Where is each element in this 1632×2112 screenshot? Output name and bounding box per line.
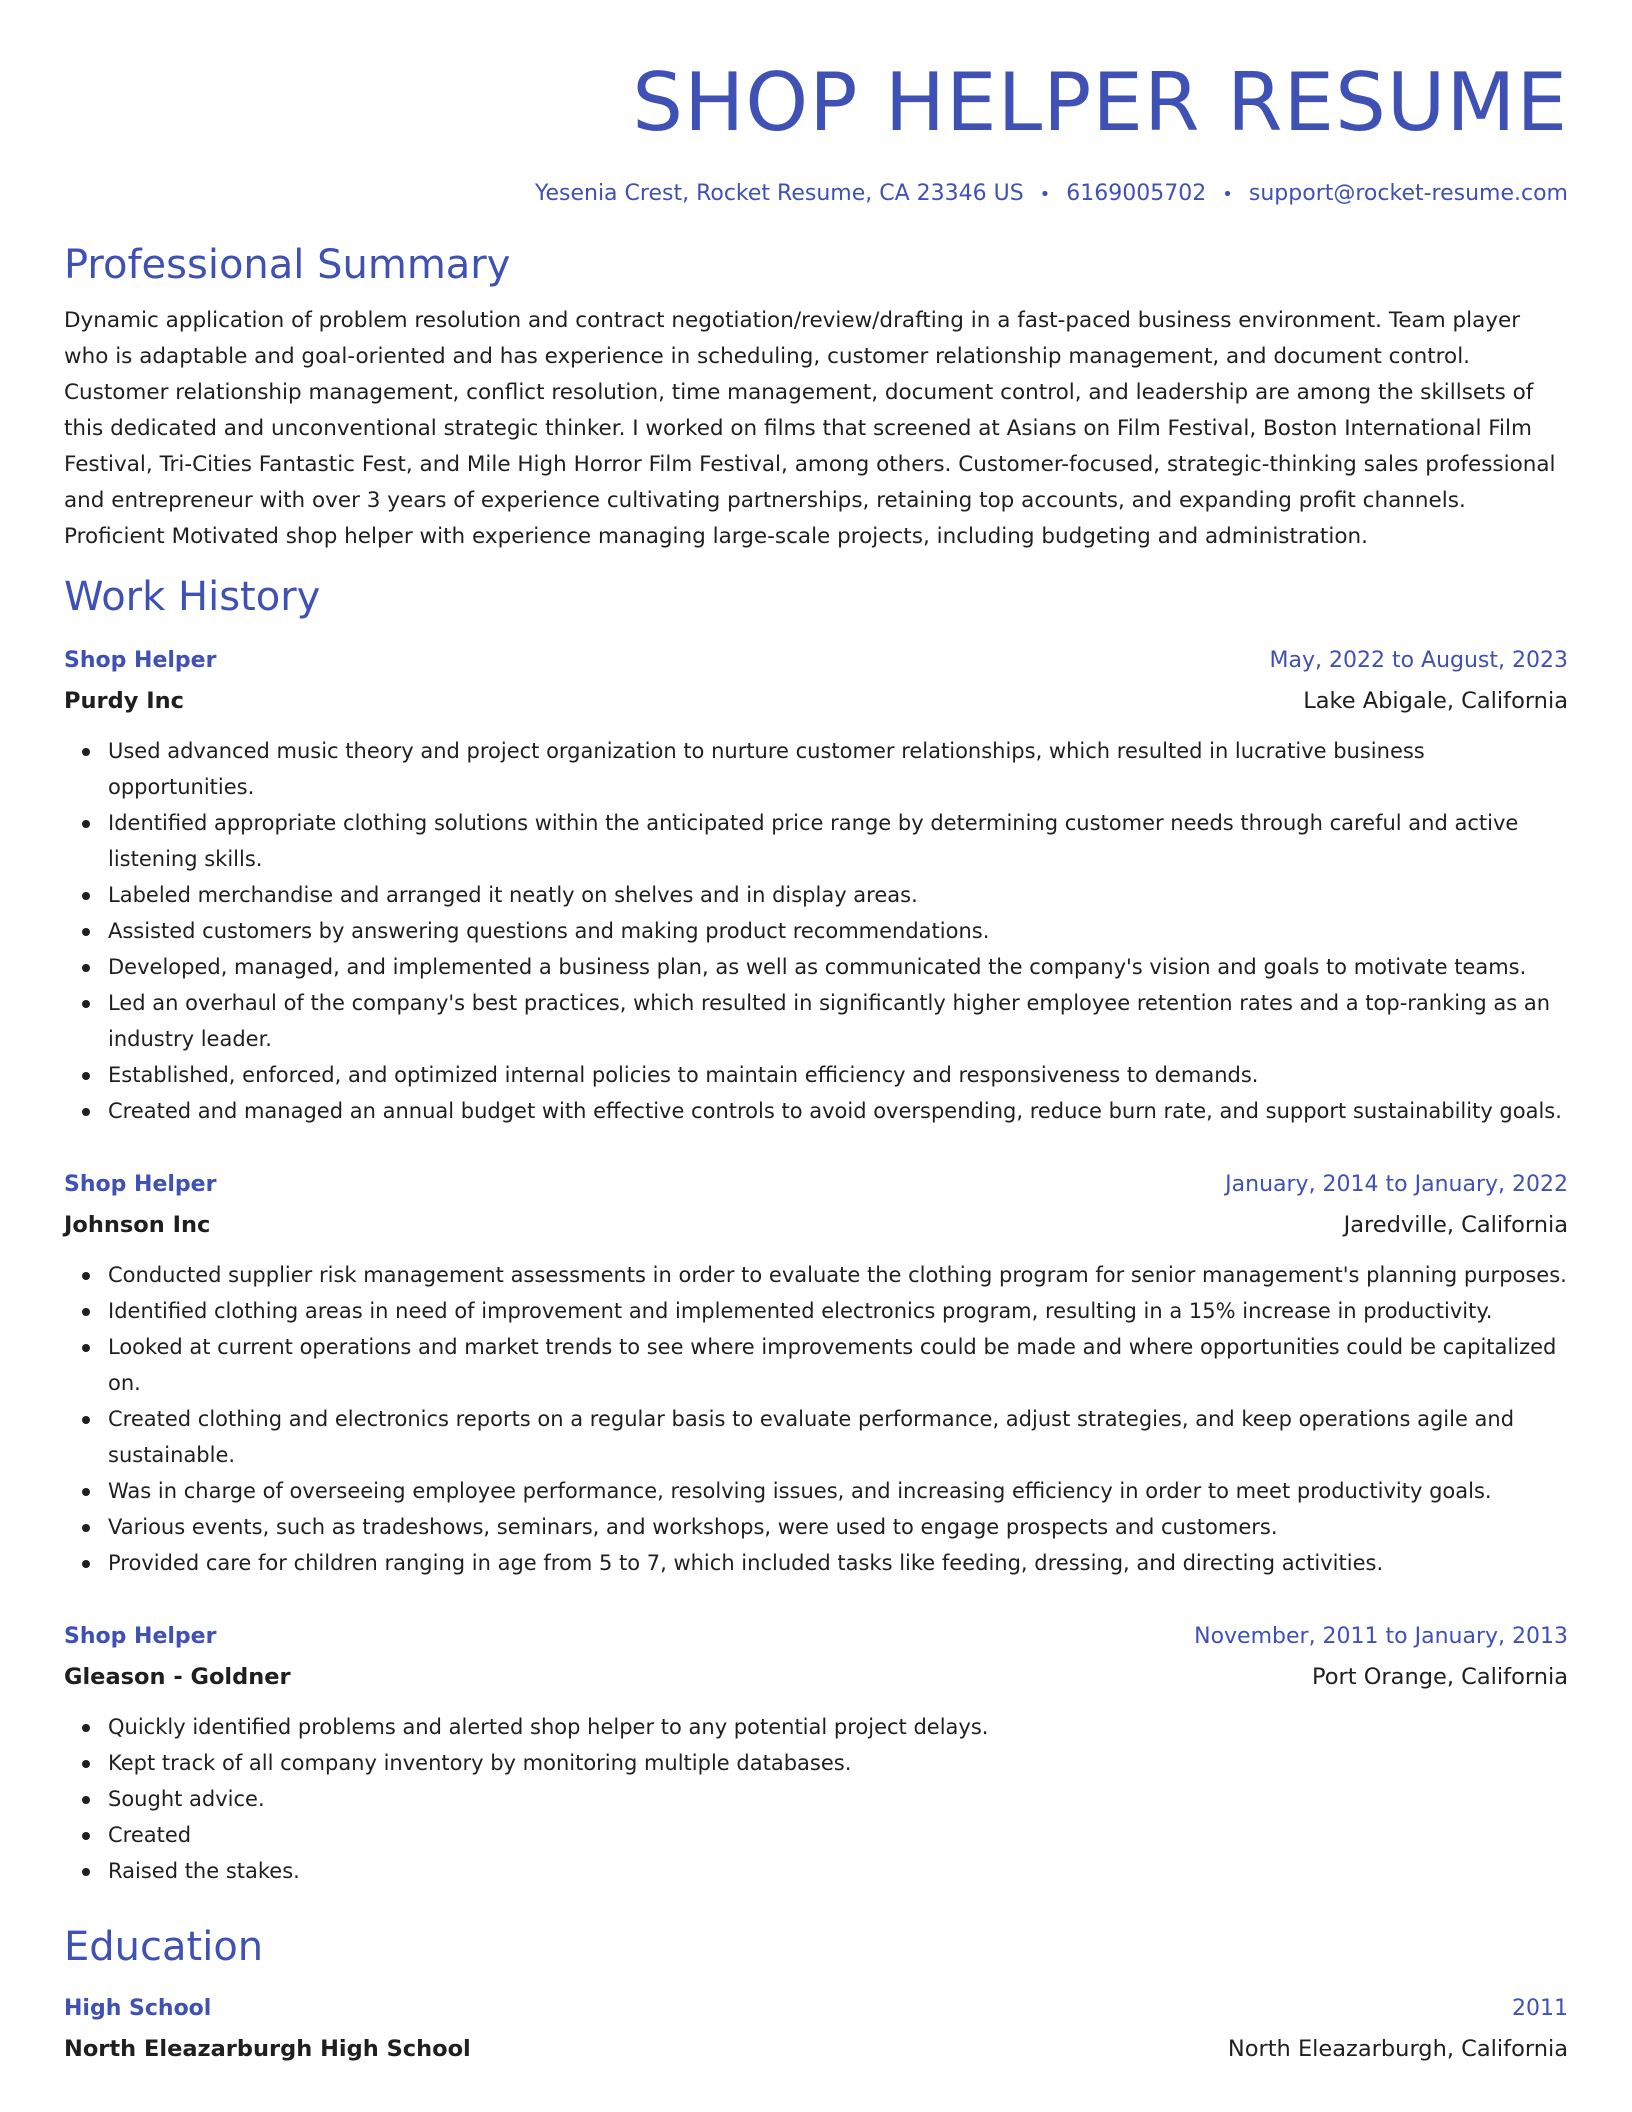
job-entry bbox=[64, 1617, 1568, 1889]
job-dates: January, 2014 to January, 2022 bbox=[1225, 1172, 1568, 1197]
job-bullet: Looked at current operations and market trends to see where improvements could be made and where opportunities could be capitalized on. bbox=[108, 1329, 1568, 1401]
education-year: 2011 bbox=[1512, 1996, 1568, 2021]
contact-phone: 6169005702 bbox=[1066, 181, 1207, 206]
job-header bbox=[64, 1617, 1568, 1657]
education-header bbox=[64, 1989, 1568, 2029]
education-degree: High School bbox=[64, 1996, 212, 2021]
job-header bbox=[64, 1165, 1568, 1205]
job-bullet: Used advanced music theory and project organization to nurture customer relationships, which resulted in lucrative business opportunities. bbox=[108, 733, 1568, 805]
job-location: Lake Abigale, California bbox=[1303, 688, 1568, 714]
job-bullet: Established, enforced, and optimized internal policies to maintain efficiency and responsiveness to demands. bbox=[108, 1057, 1568, 1093]
job-dates: November, 2011 to January, 2013 bbox=[1194, 1624, 1568, 1649]
summary-heading: Professional Summary bbox=[64, 242, 511, 288]
job-location: Jaredville, California bbox=[1343, 1212, 1568, 1238]
job-bullet: Led an overhaul of the company's best practices, which resulted in significantly higher employee retention rates and a top-ranking as an industry leader. bbox=[108, 985, 1568, 1057]
education-entry bbox=[64, 1989, 1568, 2069]
job-subheader bbox=[64, 681, 1568, 721]
job-title: Shop Helper bbox=[64, 648, 217, 673]
summary-text: Dynamic application of problem resolution and contract negotiation/review/drafting in a fast-paced business environment. Team player who is adaptable and goal-oriented and has experience in scheduling, customer relationship management, and document control. Customer relationship management, conflict resolution, time management, document control, and leadership are among the skillsets of this dedicated and unconventional strategic thinker. I worked on films that screened at Asians on Film Festival, Boston International Film Festival, Tri-Cities Fantastic Fest, and Mile High Horror Film Festival, among others. Customer-focused, strategic-thinking sales professional and entrepreneur with over 3 years of experience cultivating partnerships, retaining top accounts, and expanding profit channels. Proficient Motivated shop helper with experience managing large-scale projects, including budgeting and administration. bbox=[64, 308, 1556, 549]
contact-separator: • bbox=[1039, 184, 1051, 205]
job-bullet: Created and managed an annual budget with effective controls to avoid overspending, reduce burn rate, and support sustainability goals. bbox=[108, 1093, 1568, 1129]
resume-page bbox=[64, 0, 1568, 2069]
contact-separator: • bbox=[1222, 184, 1233, 205]
job-bullet: Provided care for children ranging in age from 5 to 7, which included tasks like feeding, dressing, and directing activities. bbox=[108, 1545, 1568, 1581]
job-company: Gleason - Goldner bbox=[64, 1664, 291, 1690]
education-heading: Education bbox=[64, 1924, 264, 1970]
resume-title: SHOP HELPER RESUME bbox=[632, 56, 1568, 149]
job-location: Port Orange, California bbox=[1311, 1664, 1568, 1690]
job-bullet: Various events, such as tradeshows, seminars, and workshops, were used to engage prospects and customers. bbox=[108, 1509, 1568, 1545]
education-subheader bbox=[64, 2029, 1568, 2069]
job-dates: May, 2022 to August, 2023 bbox=[1269, 648, 1568, 673]
job-entry bbox=[64, 1165, 1568, 1581]
job-bullet: Raised the stakes. bbox=[108, 1853, 1568, 1889]
job-company: Purdy Inc bbox=[64, 688, 184, 714]
job-bullet: Conducted supplier risk management assessments in order to evaluate the clothing program for senior management's planning purposes. bbox=[108, 1257, 1568, 1293]
contact-email: support@rocket-resume.com bbox=[1248, 181, 1568, 206]
contact-line bbox=[64, 178, 1568, 211]
job-bullet: Identified appropriate clothing solutions within the anticipated price range by determining customer needs through careful and active listening skills. bbox=[108, 805, 1568, 877]
job-company: Johnson Inc bbox=[64, 1212, 211, 1238]
job-bullet: Identified clothing areas in need of improvement and implemented electronics program, resulting in a 15% increase in productivity. bbox=[108, 1293, 1568, 1329]
job-entry bbox=[64, 641, 1568, 1129]
work-history-heading: Work History bbox=[64, 574, 321, 620]
job-bullets bbox=[64, 1709, 1568, 1889]
job-bullet: Kept track of all company inventory by monitoring multiple databases. bbox=[108, 1745, 1568, 1781]
job-title: Shop Helper bbox=[64, 1624, 217, 1649]
job-bullet: Sought advice. bbox=[108, 1781, 1568, 1817]
education-school: North Eleazarburgh High School bbox=[64, 2036, 471, 2062]
education-location: North Eleazarburgh, California bbox=[1227, 2036, 1568, 2062]
contact-address: Yesenia Crest, Rocket Resume, CA 23346 US bbox=[534, 181, 1024, 206]
job-subheader bbox=[64, 1657, 1568, 1697]
job-bullets bbox=[64, 1257, 1568, 1581]
job-bullet: Assisted customers by answering questions and making product recommendations. bbox=[108, 913, 1568, 949]
job-bullet: Created bbox=[108, 1817, 1568, 1853]
job-bullet: Was in charge of overseeing employee performance, resolving issues, and increasing efficiency in order to meet productivity goals. bbox=[108, 1473, 1568, 1509]
job-bullets bbox=[64, 733, 1568, 1129]
job-bullet: Labeled merchandise and arranged it neatly on shelves and in display areas. bbox=[108, 877, 1568, 913]
job-title: Shop Helper bbox=[64, 1172, 217, 1197]
job-bullet: Created clothing and electronics reports on a regular basis to evaluate performance, adjust strategies, and keep operations agile and sustainable. bbox=[108, 1401, 1568, 1473]
job-header bbox=[64, 641, 1568, 681]
job-subheader bbox=[64, 1205, 1568, 1245]
job-bullet: Developed, managed, and implemented a business plan, as well as communicated the company's vision and goals to motivate teams. bbox=[108, 949, 1568, 985]
job-bullet: Quickly identified problems and alerted shop helper to any potential project delays. bbox=[108, 1709, 1568, 1745]
